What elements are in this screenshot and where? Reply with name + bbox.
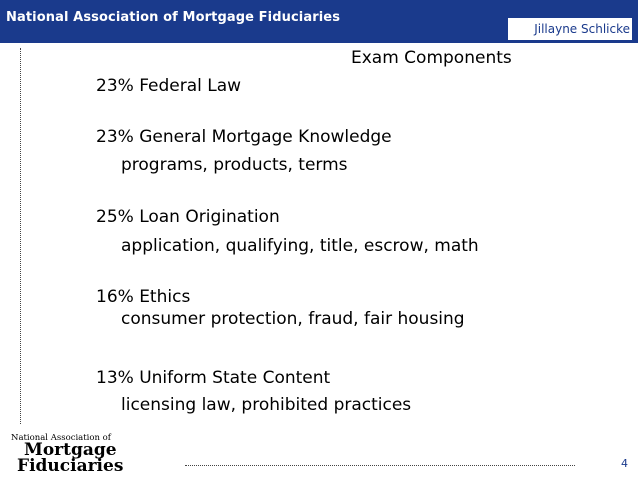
- slide-title: Exam Components: [351, 48, 512, 68]
- item-loan-origination-detail: application, qualifying, title, escrow, math: [121, 236, 479, 256]
- item-federal-law-heading: 23% Federal Law: [96, 76, 242, 96]
- logo-line-2: Mortgage: [24, 440, 117, 460]
- item-uniform-state-detail: licensing law, prohibited practices: [121, 395, 412, 415]
- item-uniform-state-heading: 13% Uniform State Content: [96, 368, 331, 388]
- page-number: 4: [621, 457, 628, 470]
- organization-logo: [11, 429, 124, 477]
- left-dotted-divider: [20, 48, 21, 424]
- item-general-mortgage-detail: programs, products, terms: [121, 155, 348, 175]
- item-ethics-detail: consumer protection, fraud, fair housing: [121, 309, 465, 329]
- item-ethics-heading: 16% Ethics: [96, 287, 191, 307]
- header-bar: [0, 0, 638, 43]
- item-loan-origination-heading: 25% Loan Origination: [96, 207, 280, 227]
- logo-line-1: National Association of: [11, 433, 111, 443]
- logo-line-3: Fiduciaries: [17, 456, 124, 476]
- footer-dotted-divider: [185, 465, 575, 466]
- organization-title: National Association of Mortgage Fiduciaries: [6, 10, 341, 25]
- item-general-mortgage-heading: 23% General Mortgage Knowledge: [96, 127, 392, 147]
- presenter-name: Jillayne Schlicke: [508, 18, 632, 40]
